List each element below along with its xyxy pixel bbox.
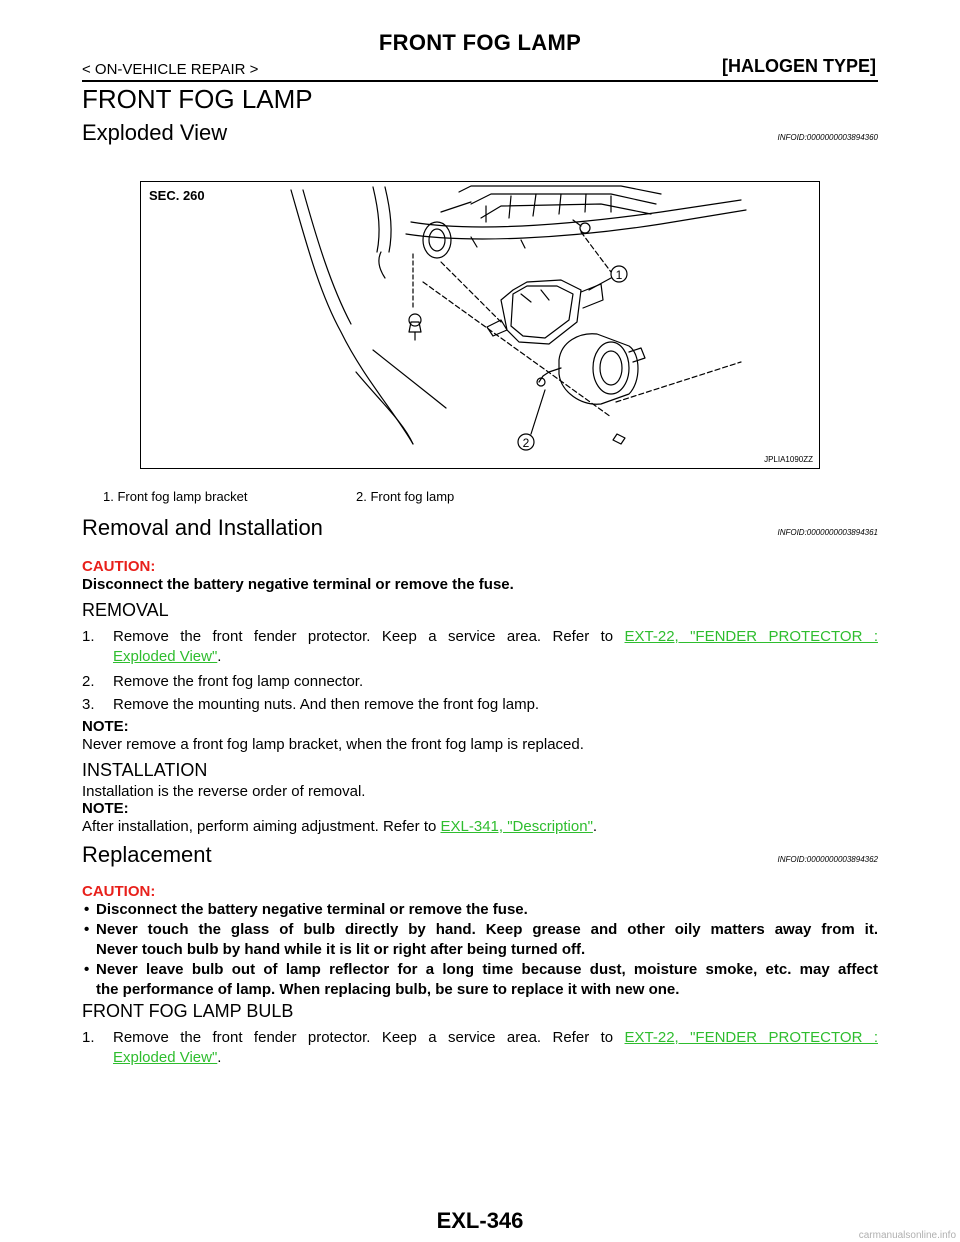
- figure-code: JPLIA1090ZZ: [764, 455, 813, 464]
- bullet-item: [82, 920, 878, 960]
- link-exl-341[interactable]: EXL-341, "Description": [440, 818, 593, 835]
- step-number: 2.: [82, 673, 95, 690]
- bullet-item: [82, 900, 878, 920]
- step-number: 3.: [82, 696, 95, 713]
- page-number: EXL-346: [436, 1208, 524, 1233]
- step-number: 1.: [82, 1029, 95, 1046]
- step-number: 1.: [82, 628, 95, 645]
- removal-installation-heading: Removal and Installation: [82, 515, 323, 540]
- note2-body: After installation, perform aiming adjustment. Refer to: [82, 818, 441, 835]
- exploded-view-heading-row: [82, 116, 878, 146]
- main-title: FRONT FOG LAMP: [82, 84, 313, 114]
- link-ext-22-cont[interactable]: Exploded View": [113, 648, 218, 665]
- removal-step-1: [82, 627, 878, 667]
- bullet-item: [82, 960, 878, 1000]
- bullet-dot: •: [84, 961, 90, 978]
- link-ext-22[interactable]: EXT-22, "FENDER PROTECTOR :: [624, 628, 878, 645]
- bulb-step-1: [82, 1028, 878, 1068]
- infoid-label: INFOID:0000000003894361: [777, 528, 878, 537]
- infoid-label: INFOID:0000000003894360: [777, 133, 878, 142]
- step-text: Remove the front fender protector. Keep a service area. Refer to: [113, 628, 625, 645]
- step-text: Remove the front fog lamp connector.: [113, 673, 364, 690]
- infoid-label: INFOID:0000000003894362: [777, 855, 878, 864]
- exploded-view-heading: Exploded View: [82, 120, 228, 145]
- header-title: FRONT FOG LAMP: [378, 30, 582, 55]
- fender-outline: [291, 190, 413, 444]
- bulb-heading: FRONT FOG LAMP BULB: [82, 1001, 294, 1021]
- link-ext-22-cont[interactable]: Exploded View": [113, 1049, 218, 1066]
- bullet-dot: •: [84, 901, 90, 918]
- note-text: Never remove a front fog lamp bracket, when the front fog lamp is replaced.: [82, 736, 584, 753]
- installation-heading: INSTALLATION: [82, 760, 208, 780]
- note2-tail: .: [592, 818, 598, 835]
- bullet-line: the performance of lamp. When replacing bulb, be sure to replace it with new one.: [96, 981, 680, 998]
- removal-step-2: [82, 672, 878, 692]
- link-ext-22[interactable]: EXT-22, "FENDER PROTECTOR :: [624, 1029, 878, 1046]
- watermark: carmanualsonline.info: [858, 1230, 956, 1241]
- step-tail: .: [217, 648, 222, 665]
- step-text: Remove the front fender protector. Keep a service area. Refer to: [113, 1029, 625, 1046]
- step-tail: .: [217, 1049, 222, 1066]
- bullet-dot: •: [84, 921, 90, 938]
- callout-2: 2: [522, 436, 530, 450]
- removal-heading: REMOVAL: [82, 600, 169, 620]
- caution-bullets: [82, 900, 878, 1000]
- bullet-line: Never leave bulb out of lamp reflector for a long time because dust, moisture smoke, etc. may affect: [96, 961, 878, 978]
- exploded-view-illustration: [141, 182, 820, 469]
- caution-label: CAUTION:: [82, 883, 156, 900]
- legend-item-1: 1. Front fog lamp bracket: [103, 489, 248, 504]
- bullet-line: Disconnect the battery negative terminal or remove the fuse.: [96, 901, 528, 918]
- replacement-heading-row: [82, 838, 878, 868]
- removal-step-3: [82, 695, 878, 715]
- callout-1: 1: [615, 268, 623, 282]
- note2-text: [82, 818, 597, 835]
- header-section: < ON-VEHICLE REPAIR >: [82, 61, 259, 78]
- caution-label: CAUTION:: [82, 558, 156, 575]
- exploded-view-figure: [140, 181, 820, 469]
- step-text: Remove the mounting nuts. And then remove the front fog lamp.: [113, 696, 540, 713]
- figure-section-label: SEC. 260: [149, 188, 205, 203]
- note2-label: NOTE:: [82, 800, 129, 817]
- bullet-line: Never touch bulb by hand while it is lit or right after being turned off.: [96, 941, 586, 958]
- header-rule: [82, 80, 878, 82]
- bullet-line: Never touch the glass of bulb directly by hand. Keep grease and other oily matters away from it.: [96, 921, 878, 938]
- fog-lamp-body: [559, 334, 638, 404]
- legend-item-2: 2. Front fog lamp: [356, 489, 455, 504]
- caution-text: Disconnect the battery negative terminal or remove the fuse.: [82, 576, 514, 593]
- replacement-heading: Replacement: [82, 842, 212, 867]
- installation-text: Installation is the reverse order of removal.: [82, 783, 366, 800]
- header-type: [HALOGEN TYPE]: [721, 56, 876, 76]
- removal-installation-heading-row: [82, 511, 878, 541]
- note-label: NOTE:: [82, 718, 129, 735]
